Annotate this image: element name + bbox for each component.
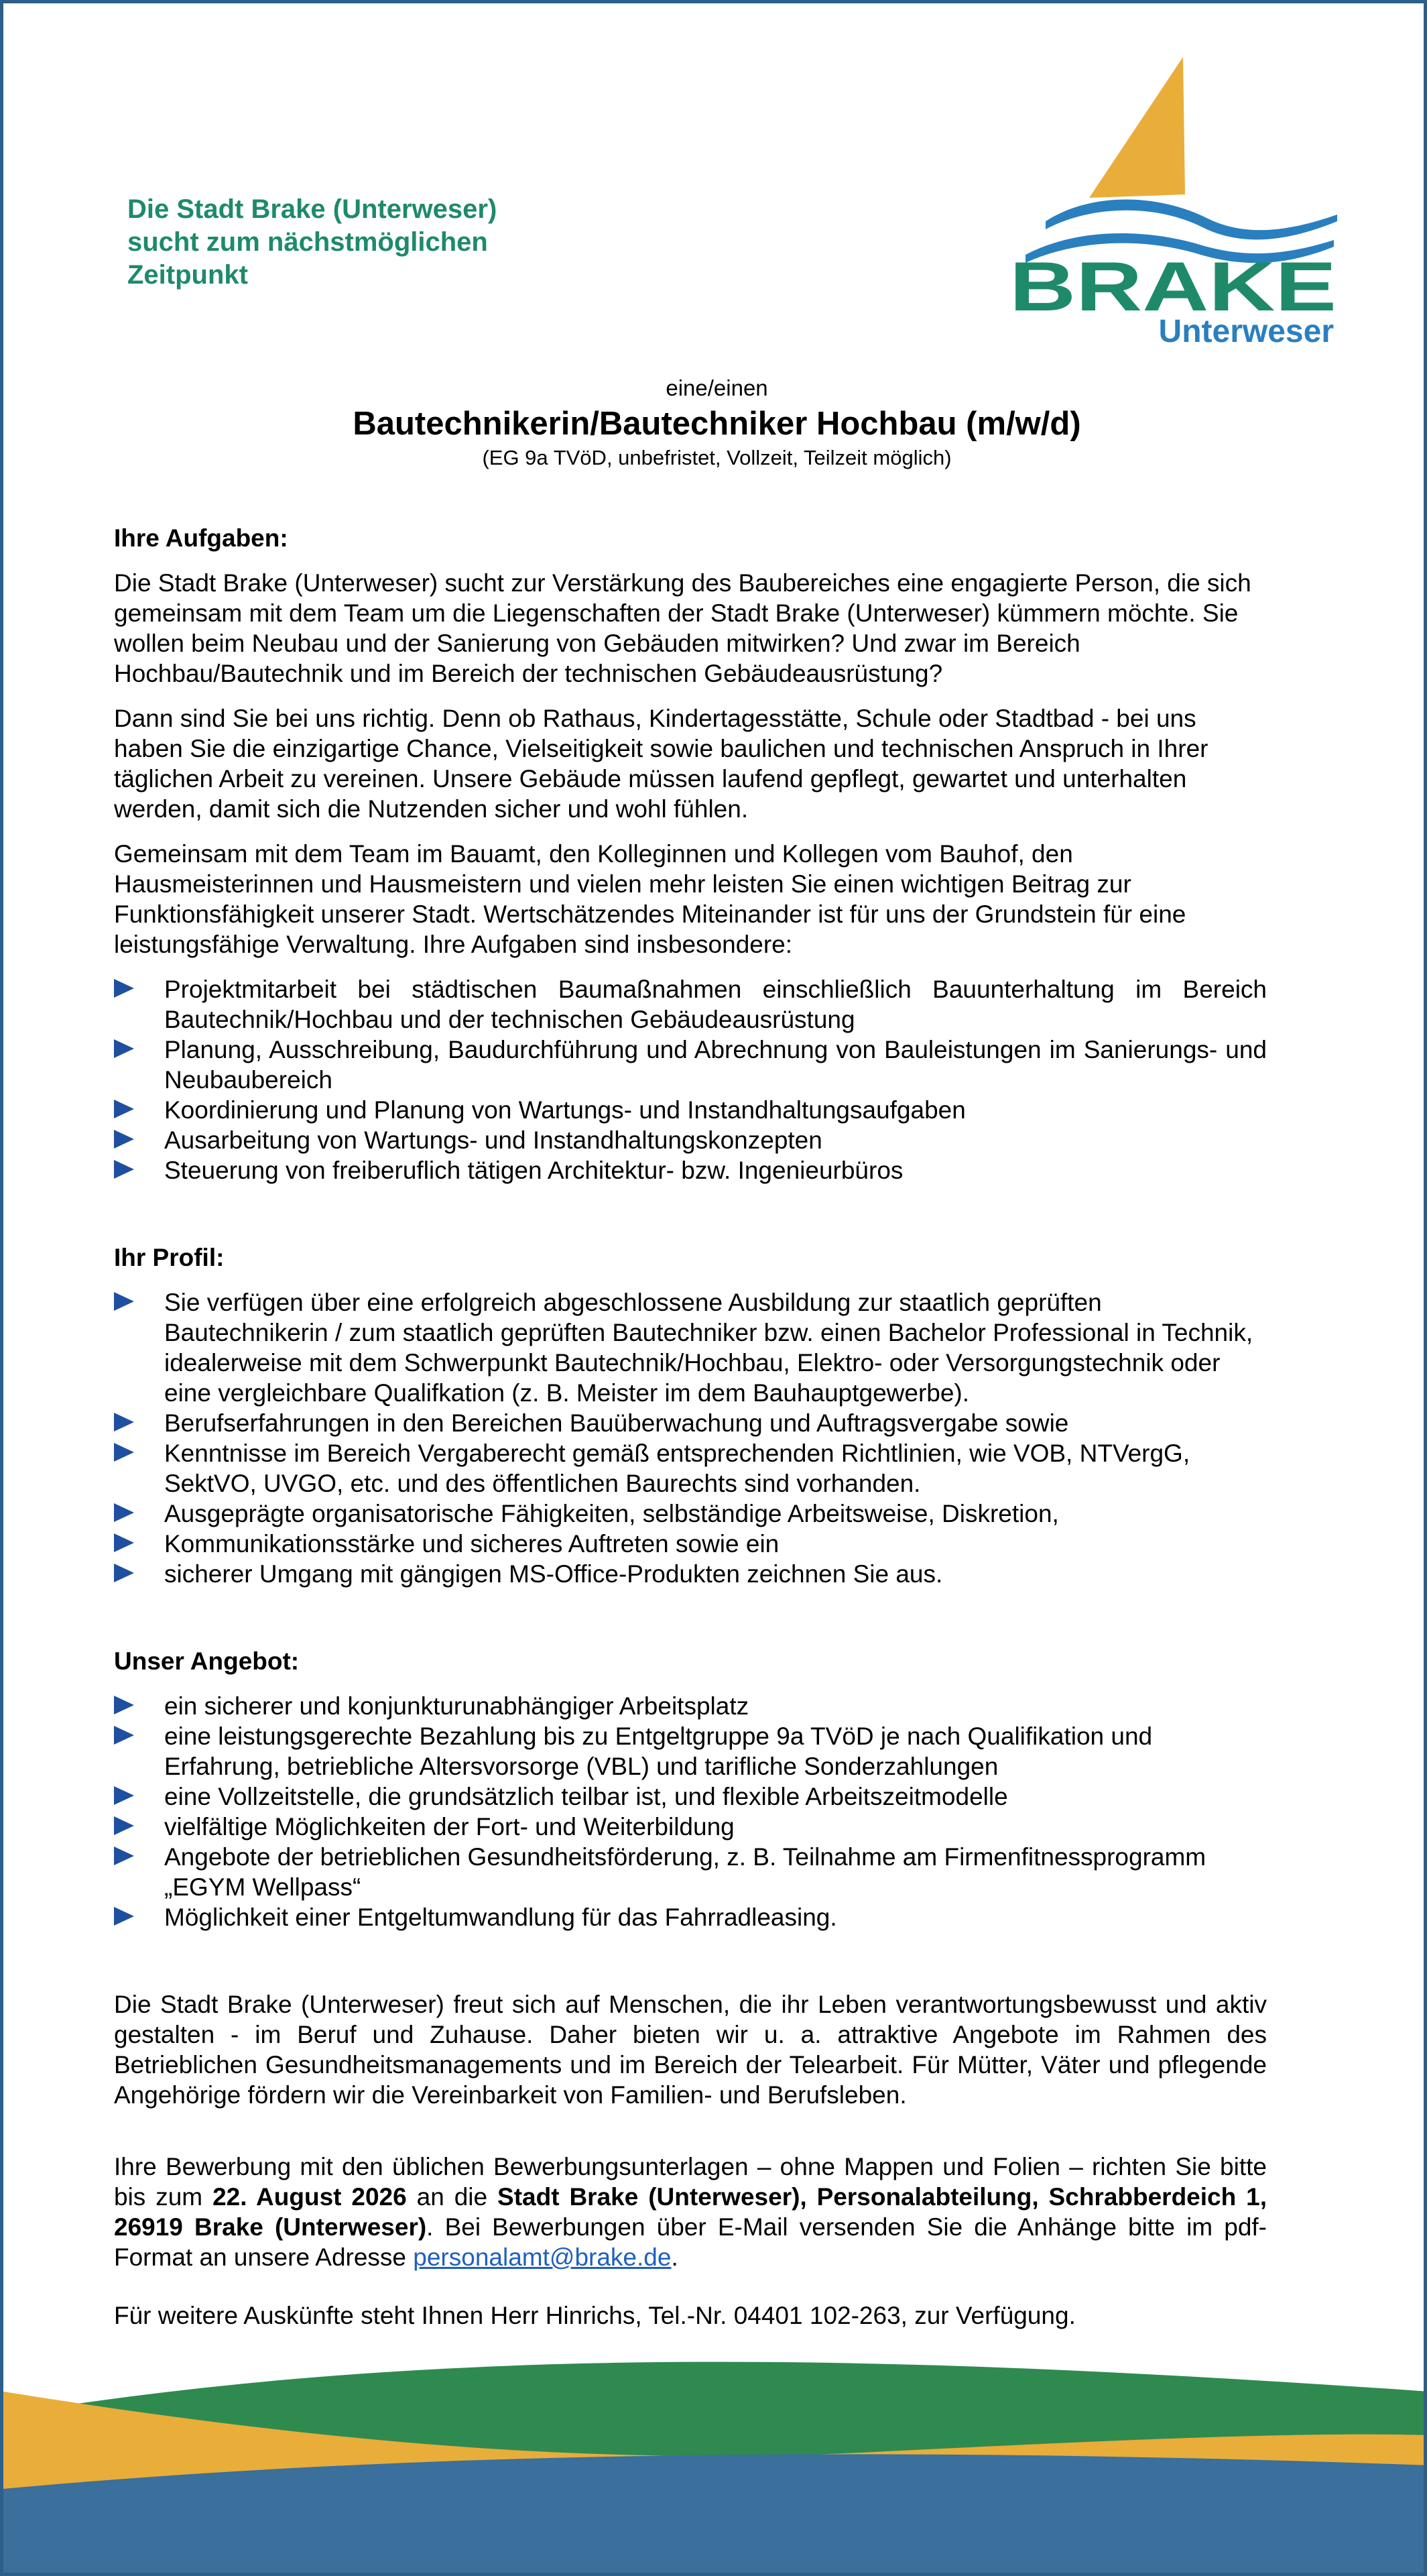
list-item xyxy=(114,1721,1267,1781)
application-deadline: 22. August 2026 xyxy=(212,2183,407,2211)
list-item-text: sicherer Umgang mit gängigen MS-Office-Produkten zeichnen Sie aus. xyxy=(164,1560,943,1588)
list-item-text: Kenntnisse im Bereich Vergaberecht gemäß entsprechenden Richtlinien, wie VOB, NTVergG, SektVO, UVGO, etc. und des öffentlichen Baurechts sind vorhanden. xyxy=(164,1440,1190,1497)
employer-intro xyxy=(127,193,597,292)
arrow-bullet-icon xyxy=(114,1816,134,1835)
list-item-text: Sie verfügen über eine erfolgreich abgeschlossene Ausbildung zur staatlich geprüften Bautechnikerin / zum staatlich geprüften Bautechniker bzw. einen Bachelor Professional in Technik, idealerweise mit dem Schwerpunkt Bautechnik/Hochbau, Elektro- oder Versorgungstechnik oder eine vergleichbare Qualifkation (z. B. Meister im dem Bauhauptgewerbe). xyxy=(164,1289,1253,1407)
arrow-bullet-icon xyxy=(114,1413,134,1431)
pre-title: eine/einen xyxy=(666,375,768,400)
arrow-bullet-icon xyxy=(114,1443,134,1462)
application-text: . Bei Bewerbungen über E-Mail versenden Sie die Anhänge bitte im pdf-Format an unsere Adresse xyxy=(114,2213,1267,2271)
arrow-bullet-icon xyxy=(114,1503,134,1522)
list-item xyxy=(114,1902,1267,1932)
decorative-wave-footer xyxy=(3,2351,1427,2573)
aufgaben-paragraph: Gemeinsam mit dem Team im Bauamt, den Kolleginnen und Kollegen vom Bauhof, den Hausmeisterinnen und Hausmeistern und vielen mehr leisten Sie einen wichtigen Beitrag zur Funktionsfähigkeit unserer Stadt. Wertschätzendes Miteinander ist für uns der Grundstein für eine leistungsfähige Verwaltung. Ihre Aufgaben sind insbesondere: xyxy=(114,840,1186,958)
aufgaben-paragraph: Die Stadt Brake (Unterweser) sucht zur Verstärkung des Baubereiches eine engagierte Person, die sich gemeinsam mit dem Team um die Liegenschaften der Stadt Brake (Unterweser) kümmern möchte. Sie wollen beim Neubau und der Sanierung von Gebäuden mitwirken? Und zwar im Bereich Hochbau/Bautechnik und im Bereich der technischen Gebäudeausrüstung? xyxy=(114,569,1251,687)
job-title: Bautechnikerin/Bautechniker Hochbau (m/w/d) xyxy=(353,406,1081,442)
employer-intro-line: Die Stadt Brake (Unterweser) xyxy=(127,194,497,224)
arrow-bullet-icon xyxy=(114,1847,134,1865)
application-text: . xyxy=(671,2243,678,2271)
list-item xyxy=(114,1559,1267,1589)
list-item xyxy=(114,1155,1267,1185)
arrow-bullet-icon xyxy=(114,1100,134,1118)
list-item xyxy=(114,1408,1267,1438)
application-address: Stadt Brake (Unterweser), Personalabteilung, Schrabberdeich 1, 26919 Brake (Unterweser) xyxy=(114,2183,1267,2241)
list-item xyxy=(114,974,1267,1035)
section-heading-aufgaben: Ihre Aufgaben: xyxy=(114,524,288,552)
list-item-text: ein sicherer und konjunkturunabhängiger Arbeitsplatz xyxy=(164,1692,749,1720)
list-item-text: Kommunikationsstärke und sicheres Auftreten sowie ein xyxy=(164,1530,780,1558)
application-text: Ihre Bewerbung mit den üblichen Bewerbungsunterlagen – ohne Mappen und Folien – richten Sie bitte bis zum xyxy=(114,2153,1267,2211)
application-paragraph xyxy=(114,2152,1267,2272)
list-item xyxy=(114,1499,1267,1529)
list-item-text: Planung, Ausschreibung, Baudurchführung und Abrechnung von Bauleistungen im Sanierungs- und Neubaubereich xyxy=(164,1036,1267,1094)
section-heading-profil: Ihr Profil: xyxy=(114,1244,225,1271)
arrow-bullet-icon xyxy=(114,979,134,998)
arrow-bullet-icon xyxy=(114,1130,134,1149)
employer-intro-line: Zeitpunkt xyxy=(127,260,248,290)
list-item-text: Koordinierung und Planung von Wartungs- und Instandhaltungsaufgaben xyxy=(164,1096,966,1124)
aufgaben-paragraph: Dann sind Sie bei uns richtig. Denn ob Rathaus, Kindertagesstätte, Schule oder Stadtbad - bei uns haben Sie die einzigartige Chance, Vielseitigkeit sowie baulichen und technischen Anspruch in Ihrer täglichen Arbeit zu vereinen. Unsere Gebäude müssen laufend gepflegt, gewartet und unterhalten werden, damit sich die Nutzenden sicher und wohl fühlen. xyxy=(114,705,1208,823)
list-item-text: Möglichkeit einer Entgeltumwandlung für das Fahrradleasing. xyxy=(164,1904,837,1931)
angebot-list xyxy=(114,1691,1267,1932)
arrow-bullet-icon xyxy=(114,1696,134,1714)
logo-word: BRAKE xyxy=(1009,248,1337,326)
employer-intro-line: sucht zum nächstmöglichen xyxy=(127,227,488,257)
list-item xyxy=(114,1035,1267,1095)
arrow-bullet-icon xyxy=(114,1160,134,1179)
list-item-text: Steuerung von freiberuflich tätigen Architektur- bzw. Ingenieurbüros xyxy=(164,1157,904,1184)
list-item xyxy=(114,1529,1267,1559)
list-item xyxy=(114,1287,1267,1408)
contact-info: Für weitere Auskünfte steht Ihnen Herr Hinrichs, Tel.-Nr. 04401 102-263, zur Verfügung. xyxy=(114,2302,1076,2329)
list-item xyxy=(114,1095,1267,1125)
profil-list xyxy=(114,1287,1267,1589)
list-item xyxy=(114,1781,1267,1812)
list-item xyxy=(114,1812,1267,1842)
list-item-text: Angebote der betrieblichen Gesundheitsförderung, z. B. Teilnahme am Firmenfitnessprogramm „EGYM Wellpass“ xyxy=(164,1843,1206,1901)
list-item xyxy=(114,1438,1267,1499)
email-link[interactable]: personalamt@brake.de xyxy=(413,2243,672,2271)
arrow-bullet-icon xyxy=(114,1564,134,1582)
job-conditions: (EG 9a TVöD, unbefristet, Vollzeit, Teilzeit möglich) xyxy=(482,446,952,469)
list-item xyxy=(114,1125,1267,1155)
closing-paragraph: Die Stadt Brake (Unterweser) freut sich auf Menschen, die ihr Leben verantwortungsbewusst und aktiv gestalten - im Beruf und Zuhause. Daher bieten wir u. a. attraktive Angebote im Rahmen des Betrieblichen Gesundheitsmanagements und im Bereich der Telearbeit. Für Mütter, Väter und pflegende Angehörige fördern wir die Vereinbarkeit von Familien- und Berufsleben. xyxy=(114,1991,1267,2109)
arrow-bullet-icon xyxy=(114,1533,134,1552)
list-item xyxy=(114,1691,1267,1721)
brake-logo xyxy=(1005,54,1341,349)
arrow-bullet-icon xyxy=(114,1907,134,1926)
section-heading-angebot: Unser Angebot: xyxy=(114,1647,300,1675)
list-item-text: vielfältige Möglichkeiten der Fort- und Weiterbildung xyxy=(164,1813,735,1840)
arrow-bullet-icon xyxy=(114,1726,134,1745)
logo-subword: Unterweser xyxy=(1158,314,1334,349)
list-item-text: Ausarbeitung von Wartungs- und Instandhaltungskonzepten xyxy=(164,1126,822,1154)
arrow-bullet-icon xyxy=(114,1786,134,1805)
application-text: an die xyxy=(406,2183,498,2211)
list-item-text: Berufserfahrungen in den Bereichen Bauüberwachung und Auftragsvergabe sowie xyxy=(164,1409,1069,1437)
arrow-bullet-icon xyxy=(114,1039,134,1058)
list-item xyxy=(114,1842,1267,1902)
arrow-bullet-icon xyxy=(114,1292,134,1311)
list-item-text: eine Vollzeitstelle, die grundsätzlich teilbar ist, und flexible Arbeitszeitmodelle xyxy=(164,1783,1008,1810)
aufgaben-list xyxy=(114,974,1267,1185)
sailboat-icon xyxy=(1026,57,1337,263)
list-item-text: eine leistungsgerechte Bezahlung bis zu Entgeltgruppe 9a TVöD je nach Qualifikation und Erfahrung, betriebliche Altersvorsorge (VBL) und tarifliche Sonderzahlungen xyxy=(164,1722,1153,1780)
job-title-block xyxy=(3,373,1427,471)
list-item-text: Ausgeprägte organisatorische Fähigkeiten, selbständige Arbeitsweise, Diskretion, xyxy=(164,1500,1059,1527)
main-content xyxy=(114,523,1267,2345)
list-item-text: Projektmitarbeit bei städtischen Baumaßnahmen einschließlich Bauunterhaltung im Bereich Bautechnik/Hochbau und der technischen Gebäudeausrüstung xyxy=(164,976,1267,1033)
